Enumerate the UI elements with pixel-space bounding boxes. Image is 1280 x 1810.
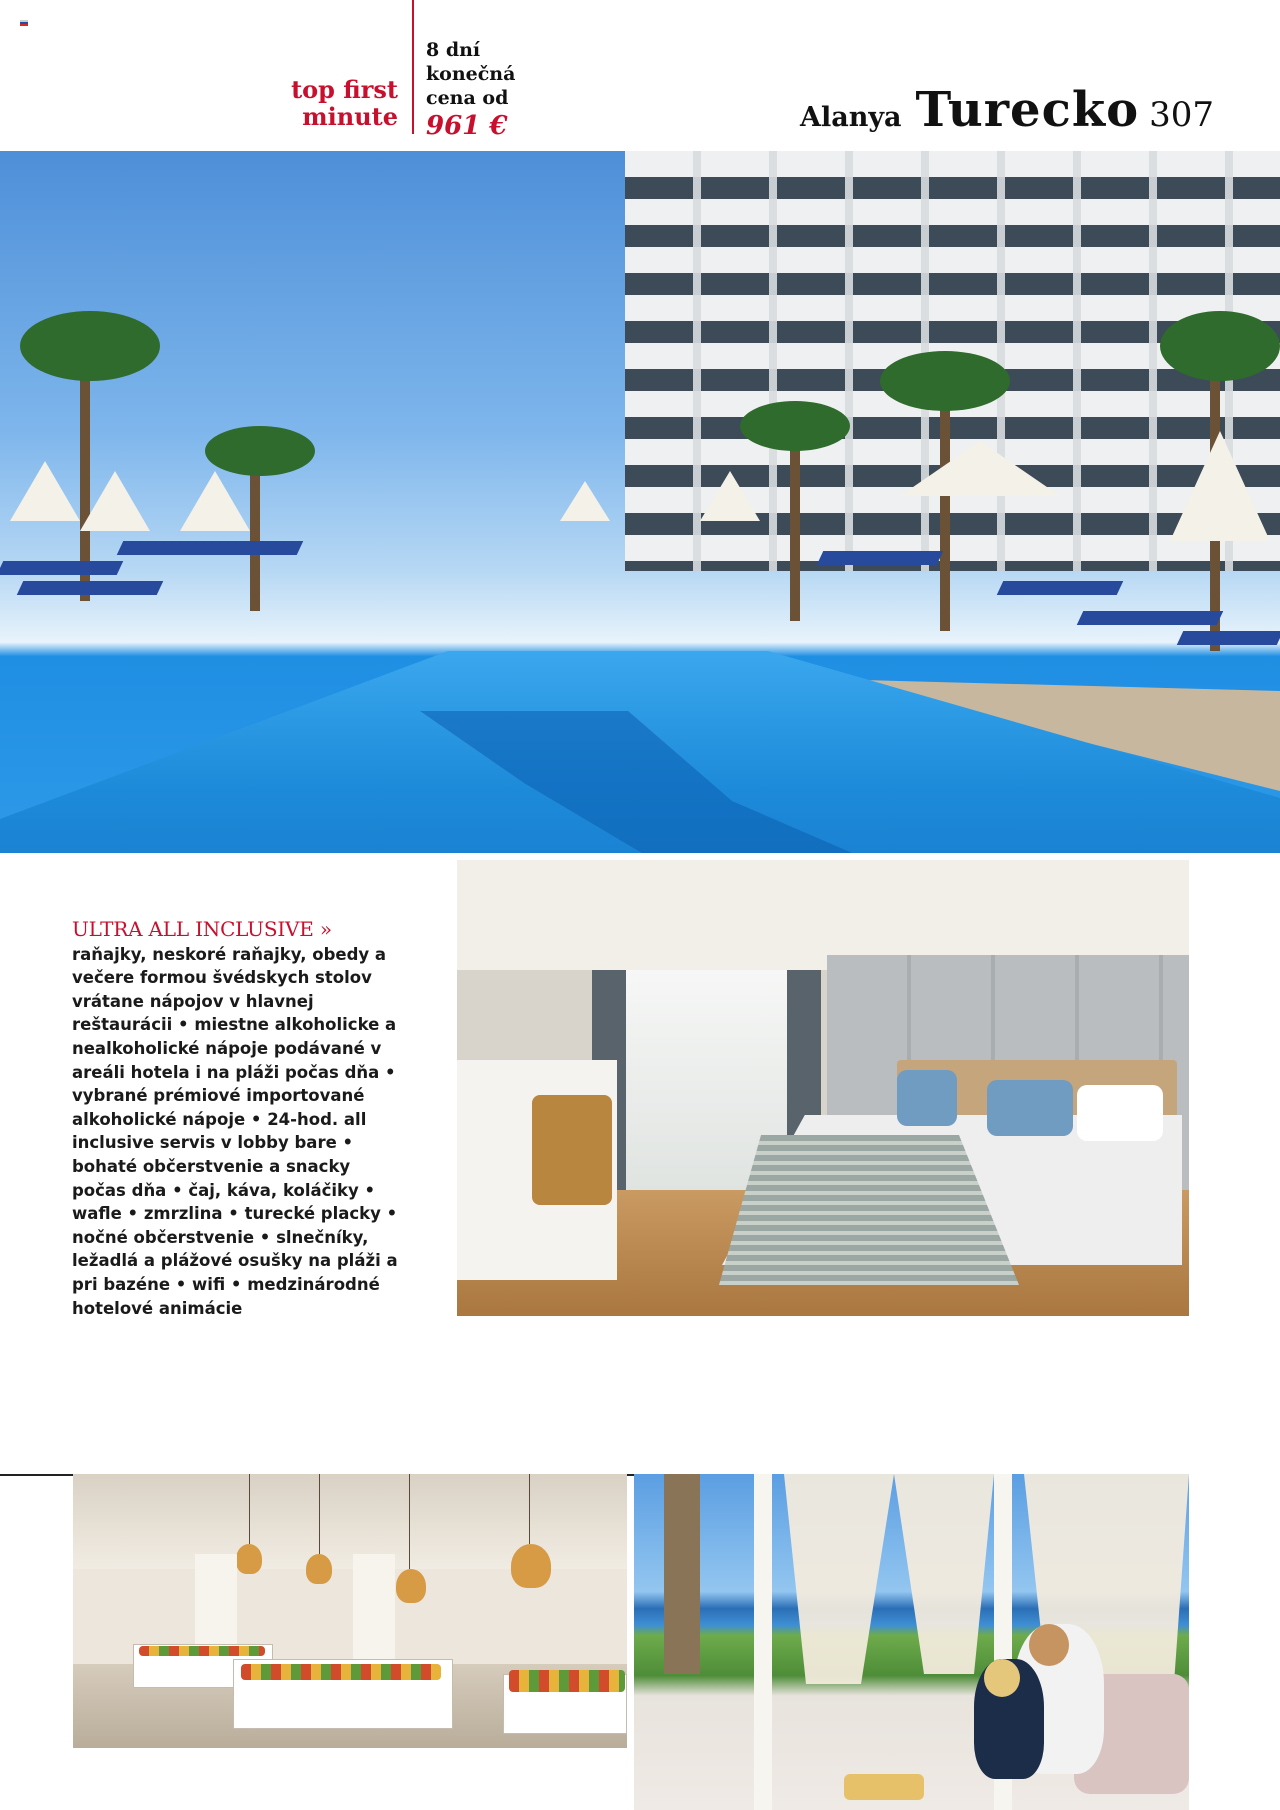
page-title-city: Alanya [800,102,902,133]
offer-duration: 8 dní [426,39,481,61]
room-chair [532,1095,612,1205]
promo-label [290,76,398,130]
promo-line-2: minute [302,102,398,131]
hotel-room-photo [457,860,1189,1316]
page-title-country: Turecko [915,82,1140,138]
all-inclusive-body: raňajky, neskoré raňajky, obedy a večere formou švédskych stolov vrátane nápojov v hlavnej reštaurácii • miestne alkoholicke a nealkoholické nápoje podávané v areáli hotela i na pláži počas dňa • vybrané prémiové importované alkoholické nápoje • 24-hod. all inclusive servis v lobby bare • bohaté občerstvenie a snacky počas dňa • čaj, káva, koláčiky • wafle • zmrzlina • turecké placky • nočné občerstvenie • slnečníky, ležadlá a plážové osušky na pláži a pri bazéne • wifi • medzinárodné hotelové animácie [72,944,398,1318]
offer-final-line-2: cena od [426,87,509,109]
header-divider [412,0,414,134]
palm-tree [940,381,950,631]
hotel-pool-photo [0,151,1280,853]
palm-tree [664,1474,700,1674]
palm-tree [790,421,800,621]
offer-box [426,38,515,142]
fruit-tray [844,1774,924,1800]
offer-price: 961 € [426,111,508,141]
beach-cabana-photo [634,1474,1189,1810]
country-flag-icon [20,20,28,26]
restaurant-buffet-photo [73,1474,627,1748]
all-inclusive-description [72,918,407,1320]
umbrella [10,461,80,521]
page-number: 307 [1149,95,1214,135]
offer-final-line-1: konečná [426,63,516,85]
all-inclusive-heading: ULTRA ALL INCLUSIVE » [72,917,332,941]
page-title [800,82,1214,138]
promo-line-1: top first [291,75,398,104]
